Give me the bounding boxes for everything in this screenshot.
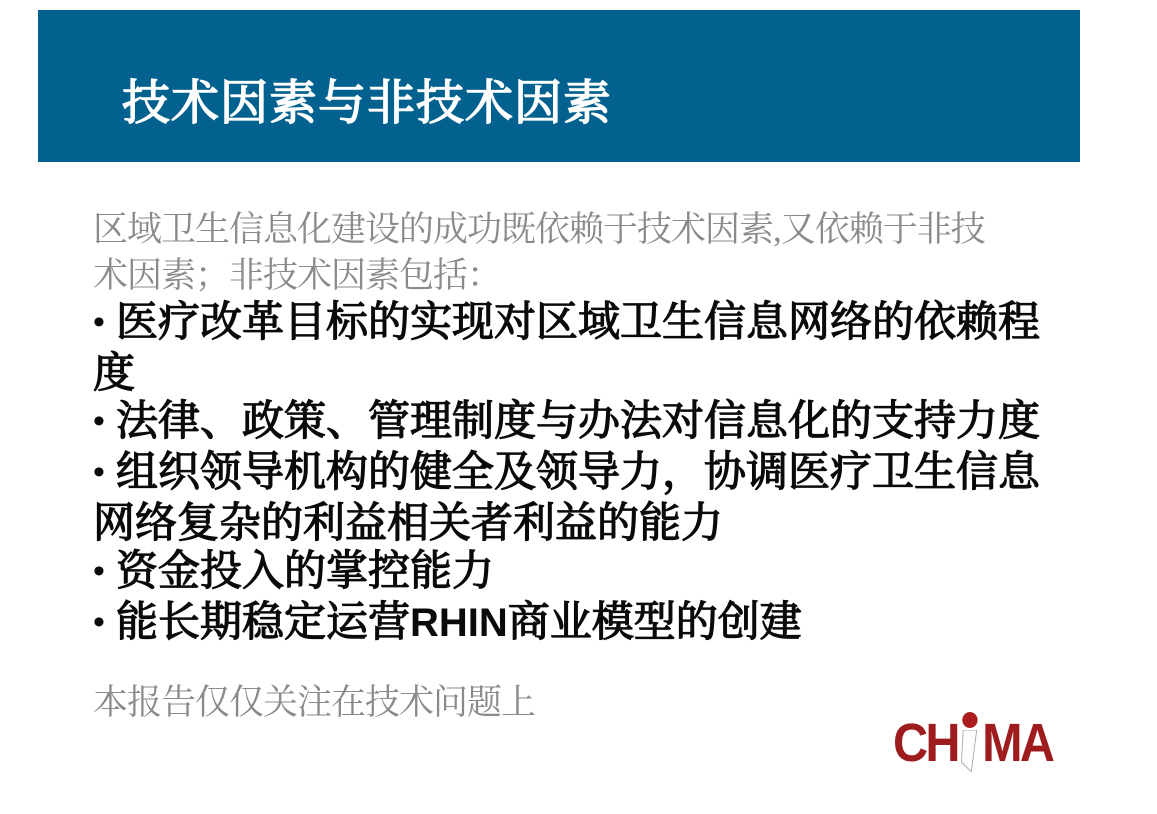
title-band (38, 10, 1080, 162)
bullet-continuation-line: 度 (93, 351, 136, 397)
bullet-text: 商业模型的创建 (507, 600, 802, 646)
chima-logo-pen-icon (961, 730, 980, 772)
bullet-marker-icon: • (93, 553, 105, 590)
bullet-marker-icon: • (93, 403, 105, 440)
chima-logo (893, 710, 1052, 772)
intro-line: 术因素；非技术因素包括： (93, 256, 502, 295)
bullet-line (93, 548, 1083, 599)
slide-body (93, 207, 1083, 726)
bullet-marker-icon: • (93, 454, 105, 491)
bullet-text-acronym: RHIN (410, 601, 508, 645)
bullet-line (93, 299, 1083, 350)
chima-logo-i-mark (958, 710, 982, 772)
chima-logo-dot-icon (962, 712, 977, 728)
bullet-line (93, 398, 1083, 449)
bullet-continuation-line: 网络复杂的利益相关者利益的能力 (93, 501, 724, 547)
bullet-text: 医疗改革目标的实现对区域卫生信息网络的依赖程 (116, 300, 1041, 346)
bullet-marker-icon: • (93, 304, 105, 341)
bullet-text: 能长期稳定运营 (116, 600, 411, 646)
bullet-text: 资金投入的掌控能力 (116, 549, 495, 595)
bullet-marker-icon: • (93, 604, 105, 641)
slide-title: 技术因素与非技术因素 (122, 77, 613, 130)
bullet-text: 组织领导机构的健全及领导力，协调医疗卫生信息 (116, 450, 1041, 496)
bullet-line (93, 599, 1083, 650)
bullet-line (93, 449, 1083, 500)
intro-line: 区域卫生信息化建设的成功既依赖于技术因素,又依赖于非技 (93, 210, 985, 249)
note-line: 本报告仅仅关注在技术问题上 (93, 683, 536, 722)
chima-logo-letters-ch: CH (893, 713, 958, 773)
chima-logo-letters-ma: MA (982, 713, 1053, 773)
bullet-text: 法律、政策、管理制度与办法对信息化的支持力度 (116, 399, 1041, 445)
